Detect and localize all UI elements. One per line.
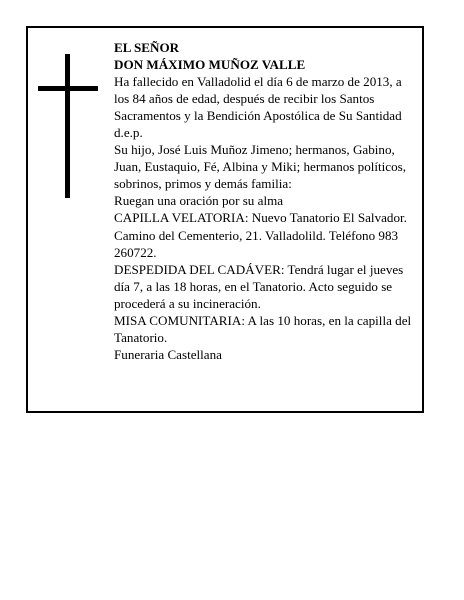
latin-cross-icon [38,54,98,198]
obituary-text [114,39,420,363]
farewell-info: DESPEDIDA DEL CADÁVER: Tendrá lugar el jueves día 7, a las 18 horas, en el Tanatorio. Acto seguido se procederá a su incineración. [114,261,404,311]
cross-vertical-bar [65,54,70,198]
heading-title: EL SEÑOR [114,40,180,55]
funeral-home-name: Funeraria Castellana [114,346,222,362]
prayer-request: Ruegan una oración por su alma [114,193,284,209]
community-mass-info: MISA COMUNITARIA: A las 10 horas, en la capilla del Tanatorio. [114,312,412,345]
wake-chapel-info: CAPILLA VELATORIA: Nuevo Tanatorio El Salvador. Camino del Cementerio, 21. Valladolild. Teléfono 983 260722. [114,210,407,260]
death-announcement: Ha fallecido en Valladolid el día 6 de marzo de 2013, a los 84 años de edad, después de recibir los Santos Sacramentos y la Bendición Apostólica de Su Santidad d.e.p. [114,74,402,141]
cross-horizontal-bar [38,86,98,91]
family-list: Su hijo, José Luis Muñoz Jimeno; hermanos, Gabino, Juan, Eustaquio, Fé, Albina y Miki; hermanos políticos, sobrinos, primos y demás familia: [114,142,407,192]
deceased-name: DON MÁXIMO MUÑOZ VALLE [114,57,306,73]
